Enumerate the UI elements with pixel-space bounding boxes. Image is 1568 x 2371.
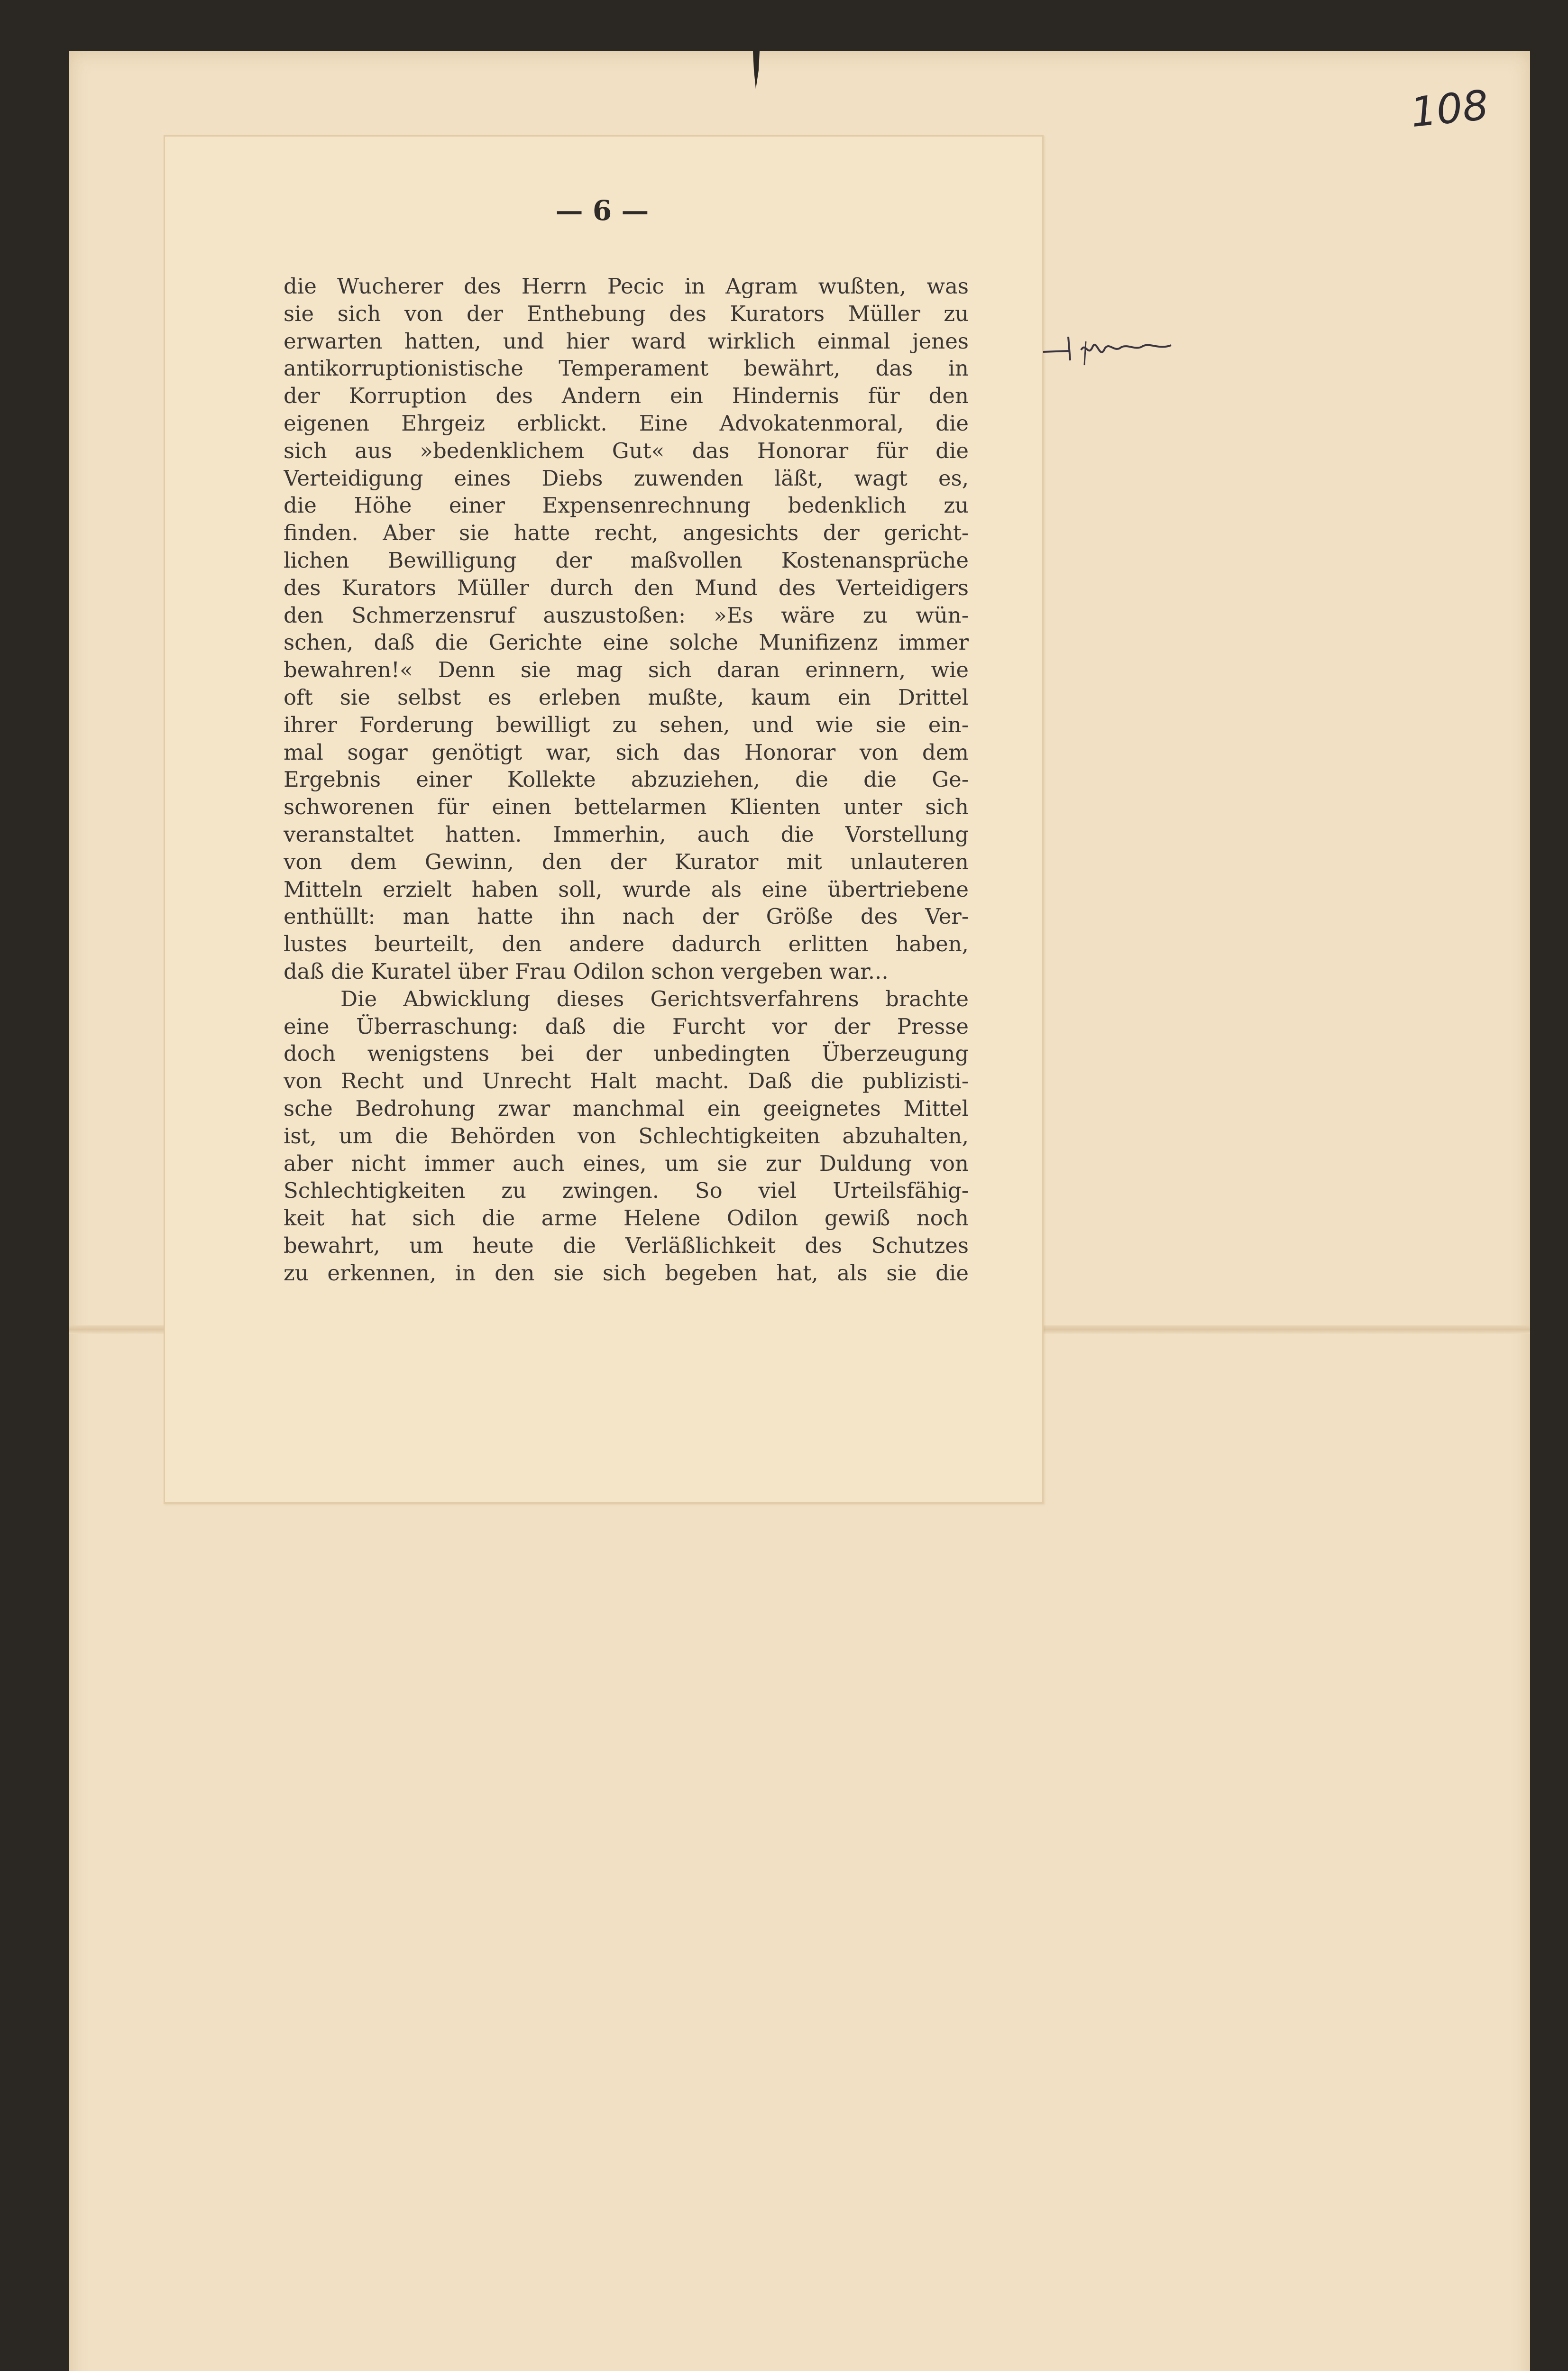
text-line: lustes beurteilt, den andere dadurch erlitten haben, <box>284 931 969 957</box>
text-line: schen, daß die Gerichte eine solche Munifizenz immer <box>284 630 969 655</box>
folio-number: 108 <box>1408 81 1491 137</box>
tear-mark-icon <box>749 51 763 94</box>
text-line: mal sogar genötigt war, sich das Honorar von dem <box>284 739 969 765</box>
text-line: Mitteln erzielt haben soll, wurde als eine übertriebene <box>284 876 969 902</box>
text-line: ihrer Forderung bewilligt zu sehen, und wie sie ein- <box>284 712 969 737</box>
text-line: daß die Kuratel über Frau Odilon schon vergeben war... <box>284 958 889 984</box>
text-line: enthüllt: man hatte ihn nach der Größe des Ver- <box>284 904 969 929</box>
text-line: den Schmerzensruf auszustoßen: »Es wäre zu wün- <box>284 602 969 628</box>
text-line: ist, um die Behörden von Schlechtigkeiten abzuhalten, <box>284 1123 969 1149</box>
text-line: Verteidigung eines Diebs zuwenden läßt, wagt es, <box>284 465 969 491</box>
text-line: bewahren!« Denn sie mag sich daran erinnern, wie <box>284 657 969 683</box>
text-line: von Recht und Unrecht Halt macht. Daß die publizisti- <box>284 1068 969 1094</box>
text-line: die Wucherer des Herrn Pecic in Agram wußten, was <box>284 274 969 299</box>
text-line: aber nicht immer auch eines, um sie zur Duldung von <box>284 1150 969 1176</box>
text-line: eigenen Ehrgeiz erblickt. Eine Advokatenmoral, die <box>284 410 969 436</box>
text-line: lichen Bewilligung der maßvollen Kostenansprüche <box>284 547 969 573</box>
text-line: zu erkennen, in den sie sich begeben hat, als sie die <box>284 1260 969 1286</box>
text-line: veranstaltet hatten. Immerhin, auch die Vorstellung <box>284 821 969 847</box>
article-text <box>284 273 969 1287</box>
text-line: des Kurators Müller durch den Mund des Verteidigers <box>284 575 969 600</box>
text-line: sche Bedrohung zwar manchmal ein geeignetes Mittel <box>284 1095 969 1121</box>
text-line: sie sich von der Enthebung des Kurators Müller zu <box>284 301 969 326</box>
text-line: von dem Gewinn, den der Kurator mit unlauteren <box>284 849 969 874</box>
text-line: der Korruption des Andern ein Hindernis für den <box>284 383 969 409</box>
text-line: Die Abwicklung dieses Gerichtsverfahrens brachte <box>340 986 969 1011</box>
text-line: bewahrt, um heute die Verläßlichkeit des Schutzes <box>284 1232 969 1258</box>
text-line: schworenen für einen bettelarmen Klienten unter sich <box>284 794 969 820</box>
text-line: sich aus »bedenklichem Gut« das Honorar für die <box>284 438 969 463</box>
text-line: finden. Aber sie hatte recht, angesichts der gericht- <box>284 520 969 546</box>
text-line: doch wenigstens bei der unbedingten Überzeugung <box>284 1041 969 1066</box>
text-line: Schlechtigkeiten zu zwingen. So viel Urteilsfähig- <box>284 1178 969 1204</box>
text-line: oft sie selbst es erleben mußte, kaum ein Drittel <box>284 684 969 710</box>
text-line: die Höhe einer Expensenrechnung bedenklich zu <box>284 493 969 518</box>
margin-annotation-icon <box>1041 332 1183 370</box>
text-line: erwarten hatten, und hier ward wirklich einmal jenes <box>284 328 969 354</box>
text-line: antikorruptionistische Temperament bewährt, das in <box>284 356 969 381</box>
page-number: — 6 — <box>555 194 649 227</box>
text-line: eine Überraschung: daß die Furcht vor der Presse <box>284 1013 969 1039</box>
text-line: Ergebnis einer Kollekte abzuziehen, die die Ge- <box>284 767 969 792</box>
text-line: keit hat sich die arme Helene Odilon gewiß noch <box>284 1205 969 1231</box>
